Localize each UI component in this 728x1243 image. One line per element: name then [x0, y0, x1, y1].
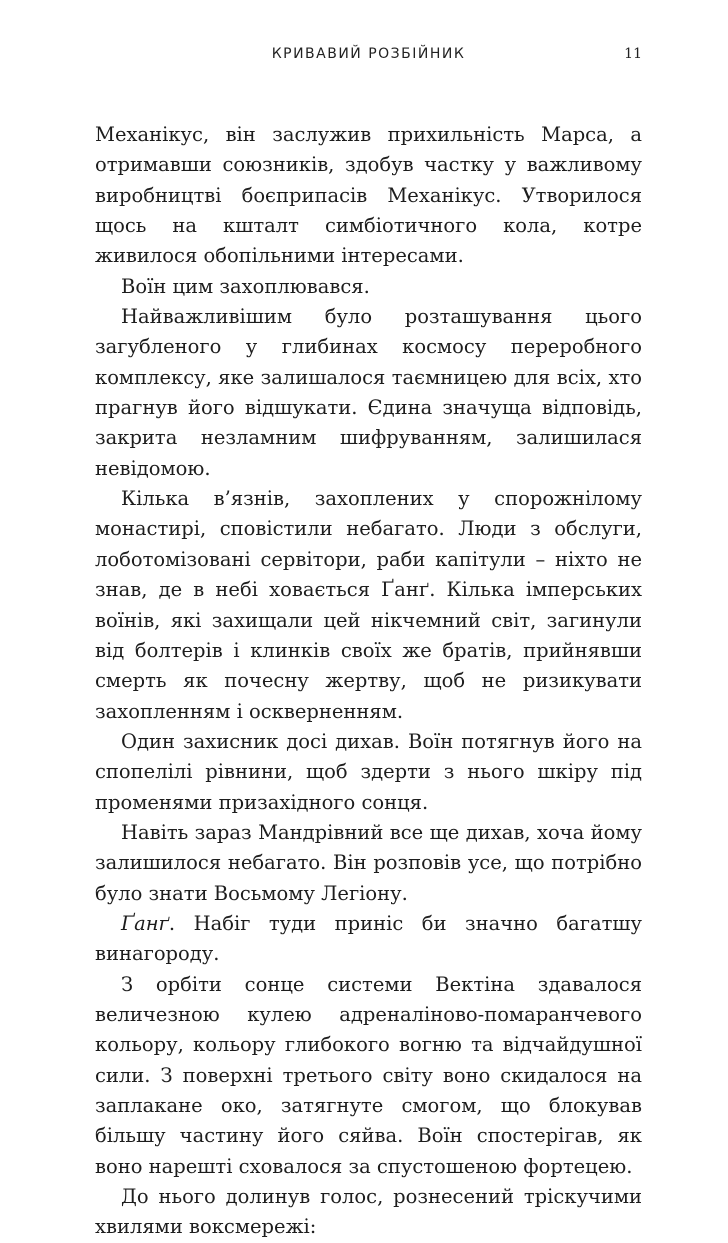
paragraph-4: Кілька в’язнів, захоплених у спорожнілому монастирі, сповістили небагато. Люди з обслуги, лоботомізовані сервітори, раби капітули – ніхто не знав, де в небі ховається Ґанґ. Кілька імперських воїнів, які захищали цей нікчемний світ, загинули від болтерів і клинків своїх же братів, прийнявши смерть як почесну жертву, щоб не ризикувати захопленням і оскверненням.	[95, 487, 642, 723]
paragraph-9: До нього долинув голос, рознесений тріскучими хвилями воксмережі:	[95, 1185, 642, 1239]
running-head	[95, 46, 642, 72]
paragraph-8: З орбіти сонце системи Вектіна здавалося величезною кулею адреналіново-помаранчевого кольору, кольору глибокого вогню та відчайдушної сили. З поверхні третього світу воно скидалося на заплакане око, затягнуте смогом, що блокував більшу частину його сяйва. Воїн спостерігав, як воно нарешті сховалося за спустошеною фортецею.	[95, 972, 642, 1178]
paragraph-3: Найважливішим було розташування цього загубленого у глибинах космосу переробного комплексу, яке залишалося таємницею для всіх, хто прагнув його відшукати. Єдина значуща відповідь, закрита незламним шифруванням, залишилася невідомою.	[95, 305, 642, 480]
paragraph-7-italic: Ґанґ	[121, 911, 169, 935]
paragraph-2: Воїн цим захоплювався.	[121, 274, 370, 298]
body-text	[95, 120, 642, 1243]
paragraph-5: Один захисник досі дихав. Воїн потягнув його на спопелілі рівнини, щоб здерти з нього шкіру під променями призахідного сонця.	[95, 729, 642, 814]
paragraph-6: Навіть зараз Мандрівний все ще дихав, хоча йому залишилося небагато. Він розповів усе, що потрібно було знати Восьмому Легіону.	[95, 820, 642, 905]
book-title: КРИВАВИЙ РОЗБІЙНИК	[271, 46, 466, 62]
paragraph-7-rest: . Набіг туди приніс би значно багатшу винагороду.	[95, 911, 642, 966]
paragraph-1: Механікус, він заслужив прихильність Марса, а отримавши союзників, здобув частку у важливому виробництві боєприпасів Механікус. Утворилося щось на кшталт симбіотичного кола, котре живилося обопільними інтересами.	[95, 123, 642, 268]
page-number: 11	[624, 46, 642, 62]
paragraph-7	[95, 909, 642, 970]
